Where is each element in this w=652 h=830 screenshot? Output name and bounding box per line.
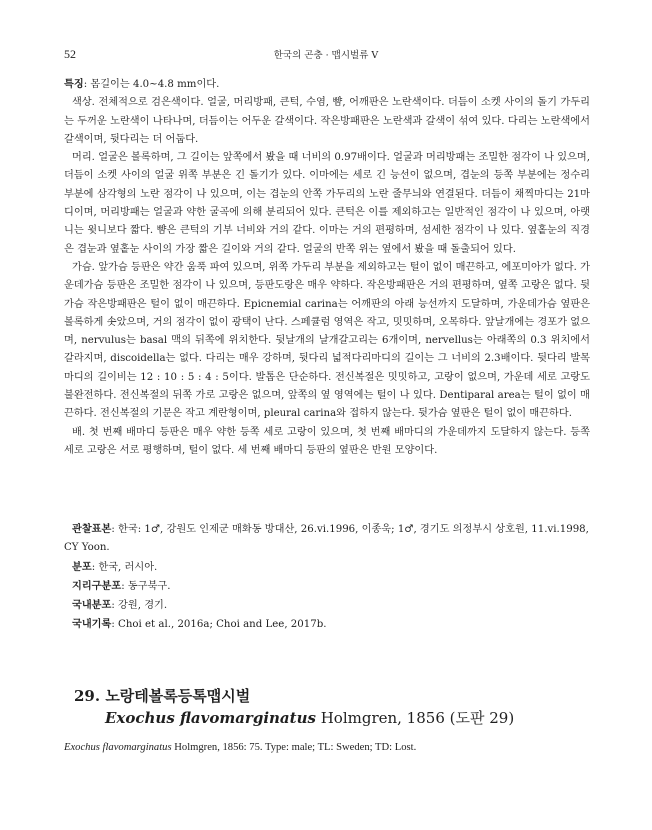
examined-label: 관찰표본 bbox=[72, 523, 112, 535]
species-heading bbox=[74, 685, 594, 729]
running-head: 한국의 곤충 · 맵시벌류 V bbox=[273, 50, 379, 61]
examined-material bbox=[64, 520, 590, 558]
species-citation bbox=[64, 742, 590, 753]
domestic-label: 국내분포 bbox=[72, 599, 112, 612]
features-paragraph bbox=[64, 75, 590, 94]
species-number-and-name: 29. 노랑테볼록등톡맵시벌 bbox=[74, 687, 251, 705]
zoogeo-text: : 동구북구. bbox=[121, 580, 171, 592]
species-description bbox=[64, 75, 590, 460]
distribution bbox=[64, 558, 590, 577]
distribution-text: : 한국, 러시아. bbox=[91, 561, 158, 573]
citation-text: Holmgren, 1856: 75. Type: male; TL: Sweden; TD: Lost. bbox=[171, 742, 417, 753]
page-number: 52 bbox=[64, 47, 76, 61]
korean-records-label: 국내기록 bbox=[72, 618, 112, 631]
abdomen-paragraph: 배. 첫 번째 배마디 등판은 매우 약한 등쪽 세로 고랑이 있으며, 첫 번째 배마디의 가운데까지 도달하지 않는다. 등쪽 세로 고랑은 서로 평행하며, 털이 없다. 세 번째 배마디 등판의 옆판은 반원 모양이다. bbox=[64, 426, 590, 456]
head-paragraph: 머리. 얼굴은 볼록하며, 그 길이는 앞쪽에서 봤을 때 너비의 0.97배이다. 얼굴과 머리방패는 조밀한 점각이 나 있으며, 더듬이 소켓 사이의 얼굴 위쪽 부분은 긴 돌기가 있다. 이마에는 세로 긴 능선이 없으며, 겹눈의 등쪽 부분에는 정수리 부분에 삼각형의 노란 점각이 나 있으며, 이는 겹눈의 안쪽 가두리의 노란 줄무늬와 연결된다. 더듬이 채찍마디는 21마디이며, 머리방패는 얼굴과 약한 굴곡에 의해 분리되어 있다. 큰턱은 이를 제외하고는 일반적인 점각이 나 있으며, 아랫니는 윗니보다 짧다. 뺨은 큰턱의 기부 너비와 거의 같다. 이마는 거의 편평하며, 섬세한 점각이 나 있다. 옆홑눈의 직경은 겹눈과 옆홑눈 사이의 가장 짧은 길이와 거의 같다. 얼굴의 반쪽 위는 옆에서 봤을 때 돌출되어 있다. bbox=[64, 152, 590, 255]
distribution-label: 분포 bbox=[72, 560, 92, 573]
thorax-paragraph: 가슴. 앞가슴 등판은 약간 움푹 파여 있으며, 위쪽 가두리 부분을 제외하고는 털이 없이 매끈하고, 에포미아가 없다. 가운데가슴 등판은 조밀한 점각이 나 있으며, 등판도랑은 매우 약하다. 작은방패판은 거의 편평하며, 옆쪽 고랑은 없다. 뒷가슴 작은방패판은 털이 없이 매끈하다. Epicnemial carina는 어깨판의 아래 능선까지 도달하며, 가운데가슴 옆판은 볼록하게 솟았으며, 거의 점각이 없이 광택이 난다. 스페큘럼 영역은 작고, 밋밋하며, 오목하다. 앞날개에는 경포가 없으며, nervulus는 basal 맥의 뒤쪽에 위치한다. 뒷날개의 날개갈고리는 6개이며, nervellus는 아래쪽의 0.3 위치에서 갈라지며, discoidella는 없다. 다리는 매우 강하며, 뒷다리 넓적다리마디의 길이는 그 너비의 2.3배이다. 뒷다리 발목마디의 길이비는 12 : 10 : 5 : 4 : 5이다. 발톱은 단순하다. 전신복절은 밋밋하고, 고랑이 없으며, 가운데 세로 고랑도 불완전하다. 전신복절의 뒤쪽 가로 고랑은 없으며, 앞쪽의 옆 영역에는 털이 나 있다. Dentiparal area는 털이 없이 매끈하다. 전신복절의 기문은 작고 계란형이며, pleural carina와 접하지 않는다. 뒷가슴 옆판은 털이 없이 매끈하다. bbox=[64, 261, 590, 420]
specimen-records bbox=[64, 520, 590, 635]
zoogeo-label: 지리구분포 bbox=[72, 579, 122, 592]
examined-text: : 한국: 1♂, 강원도 인제군 매화동 방대산, 26.vi.1996, 이종욱; 1♂, 경기도 의정부시 상호원, 11.vi.1998, CY Yoon. bbox=[64, 524, 589, 554]
species-authority: Holmgren, 1856 (도판 29) bbox=[315, 709, 515, 727]
korean-records bbox=[64, 615, 590, 634]
color-paragraph: 색상. 전체적으로 검은색이다. 얼굴, 머리방패, 큰턱, 수염, 뺨, 어깨판은 노란색이다. 더듬이 소켓 사이의 돌기 가두리는 두꺼운 노란색이 나타나며, 더듬이는 어두운 갈색이다. 작은방패판은 노란색과 갈색이 섞여 있다. 다리는 노란색에서 갈색이며, 뒷다리는 더 어둡다. bbox=[64, 97, 590, 145]
species-scientific-name: Exochus flavomarginatus bbox=[105, 709, 316, 727]
citation-scientific-name: Exochus flavomarginatus bbox=[64, 742, 172, 753]
features-text: : 몸길이는 4.0~4.8 mm이다. bbox=[83, 79, 220, 90]
features-label: 특징 bbox=[64, 78, 84, 90]
species-scientific-line bbox=[74, 707, 594, 729]
domestic-text: : 강원, 경기. bbox=[111, 600, 168, 612]
domestic-distribution bbox=[64, 596, 590, 615]
korean-records-text: : Choi et al., 2016a; Choi and Lee, 2017b. bbox=[111, 619, 327, 631]
zoogeographic-distribution bbox=[64, 577, 590, 596]
